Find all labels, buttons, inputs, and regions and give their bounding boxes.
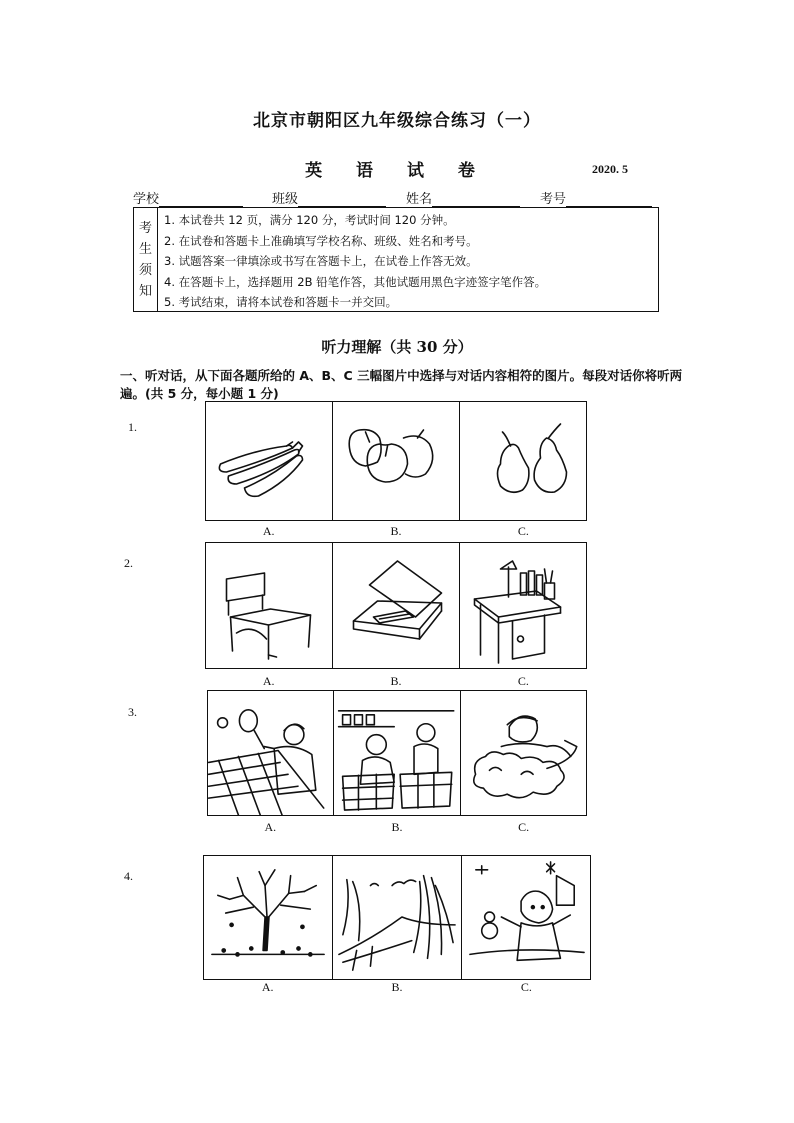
label-c: C.	[517, 524, 529, 538]
exam-no-field[interactable]	[540, 188, 652, 207]
name-blank	[432, 193, 520, 207]
label-b: B.	[391, 820, 403, 834]
section-instruction: 一、听对话，从下面各题所给的 A、B、C 三幅图片中选择与对话内容相符的图片。每段对话你将听两遍。(共 5 分，每小题 1 分)	[120, 368, 683, 401]
chair-icon	[206, 543, 332, 668]
label-a: A.	[262, 674, 275, 688]
notice-list	[158, 208, 658, 311]
class-field[interactable]	[272, 188, 386, 207]
option-c[interactable]	[460, 402, 586, 520]
section-title: 听力理解（共 30 分）	[321, 338, 473, 356]
name-field[interactable]	[406, 188, 520, 207]
notice-side-label: 考 生 须 知	[134, 208, 158, 311]
spring-willow-icon	[333, 856, 461, 979]
question-3-labels	[207, 820, 587, 835]
option-c[interactable]	[461, 691, 586, 815]
label-a: A.	[264, 820, 277, 834]
label-a: A.	[261, 980, 274, 994]
paper-date: 2020. 5	[592, 162, 628, 176]
question-4-labels	[203, 980, 591, 995]
label-c: C.	[518, 820, 530, 834]
option-b[interactable]	[333, 543, 460, 668]
question-2-labels	[205, 674, 587, 689]
tennis-player-icon	[208, 691, 333, 815]
shopping-cart-icon	[334, 691, 459, 815]
bananas-icon	[206, 402, 332, 520]
option-b[interactable]	[333, 402, 460, 520]
desk-icon	[460, 543, 586, 668]
boy-washing-icon	[461, 691, 586, 815]
name-label: 姓名	[406, 192, 433, 207]
label-b: B.	[391, 980, 403, 994]
pencil-box-icon	[333, 543, 459, 668]
option-a[interactable]	[206, 543, 333, 668]
school-blank	[159, 193, 243, 207]
option-c[interactable]	[460, 543, 586, 668]
option-b[interactable]	[334, 691, 460, 815]
notice-box	[133, 207, 659, 312]
winter-girl-icon	[462, 856, 590, 979]
notice-item: 1. 本试卷共 12 页，满分 120 分，考试时间 120 分钟。	[164, 213, 455, 227]
option-c[interactable]	[462, 856, 590, 979]
exam-no-blank	[566, 193, 652, 207]
option-a[interactable]	[206, 402, 333, 520]
option-a[interactable]	[208, 691, 334, 815]
question-1-images	[205, 401, 587, 521]
label-b: B.	[390, 674, 402, 688]
label-b: B.	[390, 524, 402, 538]
paper-title: 北京市朝阳区九年级综合练习（一）	[253, 111, 541, 131]
class-blank	[298, 193, 386, 207]
question-1-labels	[205, 524, 587, 539]
question-4-images	[203, 855, 591, 980]
question-number: 3.	[128, 705, 137, 719]
autumn-tree-icon	[204, 856, 332, 979]
question-2-images	[205, 542, 587, 669]
option-a[interactable]	[204, 856, 333, 979]
notice-item: 3. 试题答案一律填涂或书写在答题卡上，在试卷上作答无效。	[164, 254, 478, 268]
option-b[interactable]	[333, 856, 462, 979]
notice-item: 4. 在答题卡上，选择题用 2B 铅笔作答，其他试题用黑色字迹签字笔作答。	[164, 274, 547, 289]
class-label: 班级	[272, 192, 299, 207]
question-number: 2.	[124, 556, 133, 570]
label-c: C.	[517, 674, 529, 688]
notice-item: 2. 在试卷和答题卡上准确填写学校名称、班级、姓名和考号。	[164, 233, 478, 248]
apples-icon	[333, 402, 459, 520]
label-a: A.	[262, 524, 275, 538]
school-field[interactable]	[133, 188, 243, 207]
label-c: C.	[520, 980, 532, 994]
question-number: 1.	[128, 420, 137, 434]
question-3-images	[207, 690, 587, 816]
pears-icon	[460, 402, 586, 520]
notice-item: 5. 考试结束，请将本试卷和答题卡一并交回。	[164, 295, 398, 309]
question-number: 4.	[124, 869, 133, 883]
paper-subtitle: 英 语 试 卷	[305, 161, 489, 181]
school-label: 学校	[133, 192, 160, 207]
exam-no-label: 考号	[540, 192, 567, 207]
